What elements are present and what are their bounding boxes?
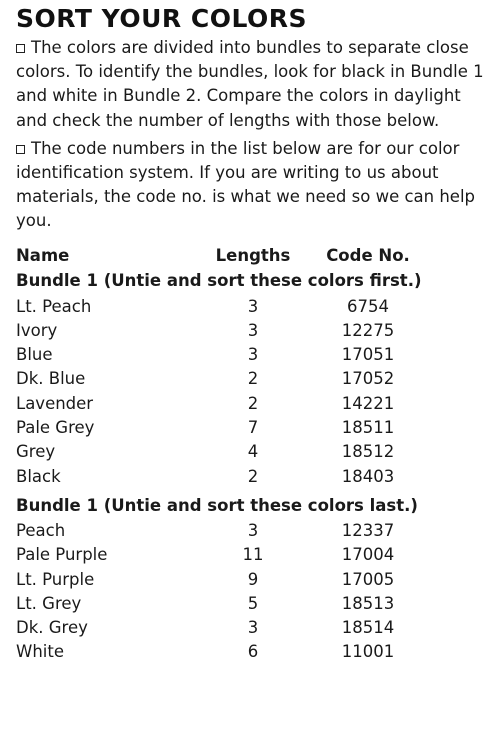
- table-row: [16, 518, 456, 542]
- table-row: [16, 391, 456, 415]
- color-name: Grey: [16, 442, 56, 462]
- color-name: Dk. Grey: [16, 618, 88, 638]
- paragraph-bundles: [16, 36, 486, 133]
- color-lengths: 3: [247, 320, 259, 340]
- color-lengths: 4: [247, 442, 259, 462]
- paragraph-text: The code numbers in the list below are for our color identification system. If you are writing to us about materials, the code no. is what we need so we can help you.: [16, 138, 476, 231]
- color-lengths: 2: [247, 393, 259, 413]
- color-lengths: 9: [247, 569, 259, 589]
- table-body: [16, 268, 456, 664]
- color-name: Lt. Purple: [16, 569, 95, 589]
- color-name: Blue: [16, 345, 53, 365]
- color-name: Lavender: [16, 393, 94, 413]
- header-code: Code No.: [326, 246, 410, 266]
- table-row: [16, 591, 456, 615]
- bundle-heading: Bundle 1 (Untie and sort these colors first.): [16, 271, 422, 291]
- color-code: 11001: [341, 642, 395, 662]
- header-lengths: Lengths: [215, 246, 291, 266]
- color-table: [16, 244, 456, 664]
- color-lengths: 3: [247, 345, 259, 365]
- color-code: 17052: [341, 369, 395, 389]
- bundle-heading: Bundle 1 (Untie and sort these colors last.): [16, 495, 418, 515]
- color-name: Peach: [16, 520, 66, 540]
- color-code: 18514: [341, 618, 395, 638]
- color-code: 18511: [341, 418, 395, 438]
- color-lengths: 3: [247, 520, 259, 540]
- table-row: [16, 543, 456, 567]
- color-code: 18512: [341, 442, 395, 462]
- checkbox-icon: [16, 44, 25, 53]
- table-row: [16, 567, 456, 591]
- instruction-sheet: [16, 4, 486, 664]
- paragraph-codes: [16, 137, 486, 234]
- table-row: [16, 294, 456, 318]
- table-row: [16, 440, 456, 464]
- color-code: 6754: [347, 296, 389, 316]
- color-name: Pale Purple: [16, 545, 108, 565]
- color-lengths: 3: [247, 296, 259, 316]
- table-row: [16, 615, 456, 639]
- table-row: [16, 318, 456, 342]
- color-lengths: 7: [247, 418, 259, 438]
- table-row: [16, 415, 456, 439]
- page-title: SORT YOUR COLORS: [16, 4, 308, 33]
- color-name: Pale Grey: [16, 418, 95, 438]
- table-row: [16, 367, 456, 391]
- table-row: [16, 640, 456, 664]
- color-lengths: 2: [247, 369, 259, 389]
- checkbox-icon: [16, 145, 25, 154]
- color-code: 18513: [341, 593, 395, 613]
- table-header: [16, 244, 456, 268]
- color-code: 12275: [341, 320, 395, 340]
- color-name: White: [16, 642, 64, 662]
- color-name: Black: [16, 466, 61, 486]
- color-code: 17051: [341, 345, 395, 365]
- color-name: Dk. Blue: [16, 369, 86, 389]
- color-code: 17004: [341, 545, 395, 565]
- color-code: 14221: [341, 393, 395, 413]
- table-row: [16, 343, 456, 367]
- color-lengths: 5: [247, 593, 259, 613]
- color-name: Ivory: [16, 320, 58, 340]
- color-code: 18403: [341, 466, 395, 486]
- color-lengths: 6: [247, 642, 259, 662]
- color-lengths: 11: [242, 545, 264, 565]
- color-code: 17005: [341, 569, 395, 589]
- color-name: Lt. Peach: [16, 296, 92, 316]
- paragraph-text: The colors are divided into bundles to separate close colors. To identify the bundles, look for black in Bundle 1 and white in Bundle 2. Compare the colors in daylight and check the number of lengths with those below.: [16, 38, 484, 130]
- color-lengths: 3: [247, 618, 259, 638]
- color-name: Lt. Grey: [16, 593, 82, 613]
- color-lengths: 2: [247, 466, 259, 486]
- table-row: [16, 464, 456, 488]
- header-name: Name: [16, 246, 70, 266]
- color-code: 12337: [341, 520, 395, 540]
